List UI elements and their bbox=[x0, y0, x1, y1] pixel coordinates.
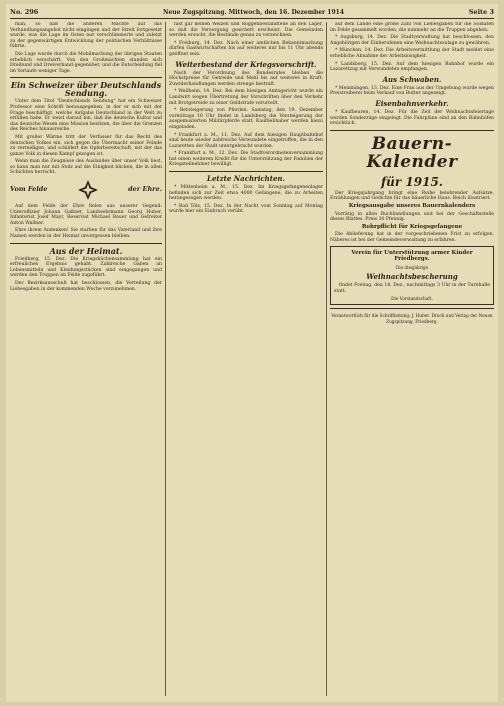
section-headline: Aus Schwaben. bbox=[382, 74, 442, 84]
separator bbox=[330, 130, 494, 131]
article-text: * Kaufbeuren, 14. Dez. Für die Zeit der Weihnachtsfeiertage werden Sonderzüge eingelegt. Die Fahrpläne sind an den Bahnhöfen ersichtlich. bbox=[330, 109, 494, 127]
masthead-line: Neue Zugspitzung. Mittwoch, den 16. Dezember 1914 bbox=[163, 8, 345, 16]
page-number: Seite 3 bbox=[468, 8, 494, 16]
separator bbox=[330, 308, 494, 309]
advertisement-text: Vorrätig in allen Buchhandlungen und bei der Geschäftsstelle dieses Blattes. Preis 30 Pfennig. bbox=[330, 211, 494, 223]
column-2 bbox=[169, 22, 323, 696]
advertisement-text: Der Kriegsjahrgang bringt eine Reihe belehrender Aufsätze, Erzählungen und Gedichte für das bäuerliche Haus. Reich illustriert. bbox=[330, 190, 494, 202]
honor-heading-left: Vom Felde bbox=[10, 185, 48, 194]
honor-heading-right: der Ehre. bbox=[128, 185, 162, 194]
article-text: fast gar keinen Weizen und Roggenbestandteile an den Lager, so daß die Versorgung gesichert erscheint. Die Gemeinden werden ersucht, die Bestände genau zu verzeichnen. bbox=[169, 22, 323, 39]
separator bbox=[10, 243, 162, 244]
advertisement-subheading: Kriegsausgabe unseres Bauernkalenders bbox=[348, 202, 476, 209]
article-text: * München, 14. Dez. Die Arbeitsvermittlung der Stadt meldet eine erhebliche Abnahme der Arbeitslosigkeit. bbox=[330, 48, 494, 59]
article-text: Mit großer Wärme tritt der Verfasser für das Recht des deutschen Volkes ein, sich gegen die Übermacht seiner Feinde zu verteidigen, und schildert die Opferbereitschaft, mit der das ganze Volk in diesen Kampf gezogen ist. bbox=[10, 134, 162, 157]
article-text: Nach der Verordnung des Bundesrates bleiben die Höchstpreise für Getreide und Mehl bis auf weiteres in Kraft. Zuwiderhandlungen werden strenge bestraft. bbox=[169, 70, 323, 87]
notice-subtitle: Die diesjährige bbox=[395, 264, 429, 270]
article-text: Unter dem Titel "Deutschlands Sendung" hat ein Schweizer Professor eine Schrift herausgegeben, in der er sich mit der Frage beschäftigt, welche Aufgabe Deutschland in der Welt zu erfüllen habe. Er weist darauf hin, daß die deutsche Kultur und das deutsche Wesen eine Mission besitzen, die über die Grenzen des Reiches hinausreiche. bbox=[10, 99, 162, 133]
article-text: Auf dem Felde der Ehre fielen aus unserer Gegend: Unteroffizier Johann Gaßner, Landwehrmann Georg Huber, Infanterist Josef Mayr, Reservist Michael Bauer und Gefreiter Anton Wallner. bbox=[10, 204, 162, 226]
article-text: * Frankfurt a. M., 12. Dez. Die Stadtverordnetenversammlung hat einen weiteren Kredit für die Unterstützung der Familien der Kriegsteilnehmer bewilligt. bbox=[169, 151, 323, 168]
article-text: * Bad Tölz, 15. Dez. In der Nacht vom Sonntag auf Montag wurde hier ein Einbruch verübt. bbox=[169, 203, 323, 215]
article-text: * Bersteigerung von Pferden. Samstag, den 19. Dezember vormittags 10 Uhr findet in Landsberg die Versteigerung der ausgemusterten Militärpferde statt. Kaufliebhaber werden hiezu eingeladen. bbox=[169, 108, 323, 130]
notice-signature: Die Vorstandschaft. bbox=[391, 296, 433, 302]
article-text: * Weilheim, 14. Dez. Bei dem hiesigen Amtsgericht wurde ein Landwirt wegen Übertretung der Vorschriften über den Verkehr mit Brotgetreide zu einer Geldstrafe verurteilt. bbox=[169, 89, 323, 106]
issue-number: No. 296 bbox=[10, 8, 39, 16]
article-text: Friedberg, 15. Dez. Die Kriegsküchensammlung hat ein erfreuliches Ergebnis gehabt. Zahlreiche Gaben an Lebensmitteln und Kleidungsstücken sind eingegangen und werden den Truppen im Felde zugeführt. bbox=[10, 256, 162, 279]
article-text: Wenn man die Zeugnisse des Auslandes über unser Volk liest, so kann man nur mit Stolz auf die Einigkeit blicken, die in allen Schichten herrscht. bbox=[10, 159, 162, 176]
article-text: * Landsberg, 15. Dez. Auf dem hiesigen Bahnhof wurde ein Lazarettzug mit Verwundeten empfangen. bbox=[330, 61, 494, 73]
article-headline: Ein Schweizer über Deutschlands Sendung. bbox=[10, 80, 162, 99]
column-divider bbox=[326, 22, 327, 696]
notice-box bbox=[330, 246, 494, 305]
page-header bbox=[10, 6, 494, 18]
advertisement-title: Bauern-Kalender bbox=[366, 133, 458, 172]
column-1 bbox=[10, 22, 162, 696]
newspaper-page bbox=[6, 4, 498, 702]
article-text: Die Lage wurde durch die Mobilmachung der übrigen Staaten erheblich verschärft. Von den Großmächten standen sich Dreibund und Dreiverband gegenüber, und die Entscheidung fiel im Verlaufe weniger Tage. bbox=[10, 51, 162, 74]
notice-headline: Weihnachtsbescherung bbox=[366, 272, 458, 282]
article-text: * Mittenheim a. M., 15. Dez. Im Kriegsgefangenenlager befinden sich zur Zeit etwa 4000 Gefangene, die zu Arbeiten herangezogen werden. bbox=[169, 185, 323, 202]
separator bbox=[10, 77, 162, 78]
header-rule bbox=[10, 18, 494, 19]
iron-cross-icon bbox=[77, 179, 99, 201]
notice-text: findet Freitag, den 18. Dez., nachmittags 3 Uhr in der Turnhalle statt. bbox=[334, 283, 490, 294]
article-text: auf dem Lande eine große Zahl von Liebesgaben für die Soldaten im Felde gesammelt worden, die nunmehr an die Truppen abgehen. bbox=[330, 22, 494, 33]
advertisement-subheading: Rohrpflicht für Kriegsgefangene bbox=[361, 223, 463, 230]
column-3 bbox=[330, 22, 494, 696]
article-text: * Augsburg, 14. Dez. Die Stadtverwaltung hat beschlossen, den Angehörigen der Einberufenen eine Weihnachtszulage zu gewähren. bbox=[330, 35, 494, 46]
advertisement-year: für 1915. bbox=[381, 174, 443, 189]
article-headline: Weiterbestand der Kriegsvorschrift. bbox=[175, 59, 317, 69]
imprint: Verantwortlich für die Schriftleitung: J. Huber. Druck und Verlag der Neuen Zugspitzung, Friedberg. bbox=[331, 313, 493, 324]
section-headline: Aus der Heimat. bbox=[49, 245, 123, 256]
separator bbox=[169, 171, 323, 172]
honor-heading bbox=[10, 179, 162, 201]
section-headline: Letzte Nachrichten. bbox=[207, 174, 285, 184]
notice-title: Verein für Unterstützung armer Kinder Friedbergs. bbox=[351, 250, 473, 263]
article-text: * Frankfurt a. M., 11. Dez. Auf dem hiesigen Hauptbahnhof sind heute wieder zahlreiche Verwundete eingetroffen, die in den Lazaretten der Stadt untergebracht wurden. bbox=[169, 132, 323, 149]
article-text: * Memmingen, 13. Dez. Eine Frau aus der Umgebung wurde wegen Preistreiberei beim Verkauf von Butter angezeigt. bbox=[330, 85, 494, 97]
article-text: man, so daß die anderen Mächte auf das Verhandlungsangebot nicht eingingen und der Streit fortgesetzt wurde, was die Lage im Osten nur verschlimmerte und zuletzt zu der gegenwärtigen Entwicklung der politischen Verhältnisse führte. bbox=[10, 22, 162, 50]
advertisement-text: Die Ablieferung hat in der vorgeschriebenen Frist zu erfolgen. Näheres ist bei der Gemeindeverwaltung zu erfahren. bbox=[330, 232, 494, 243]
section-headline: Eisenbahnverkehr. bbox=[375, 98, 449, 108]
article-text: Der Bezirksausschuß hat beschlossen, die Verteilung der Liebesgaben in der kommenden Woche vorzunehmen. bbox=[10, 281, 162, 292]
column-divider bbox=[165, 22, 166, 696]
article-text: * Freiburg, 14. Dez. Nach einer amtlichen Bekanntmachung dürfen Gastwirtschaften bis auf weiteres nur bis 11 Uhr abends geöffnet sein. bbox=[169, 40, 323, 57]
article-text: Ehre ihrem Andenken! Sie starben für das Vaterland und ihre Namen werden in der Heimat unvergessen bleiben. bbox=[10, 228, 162, 240]
